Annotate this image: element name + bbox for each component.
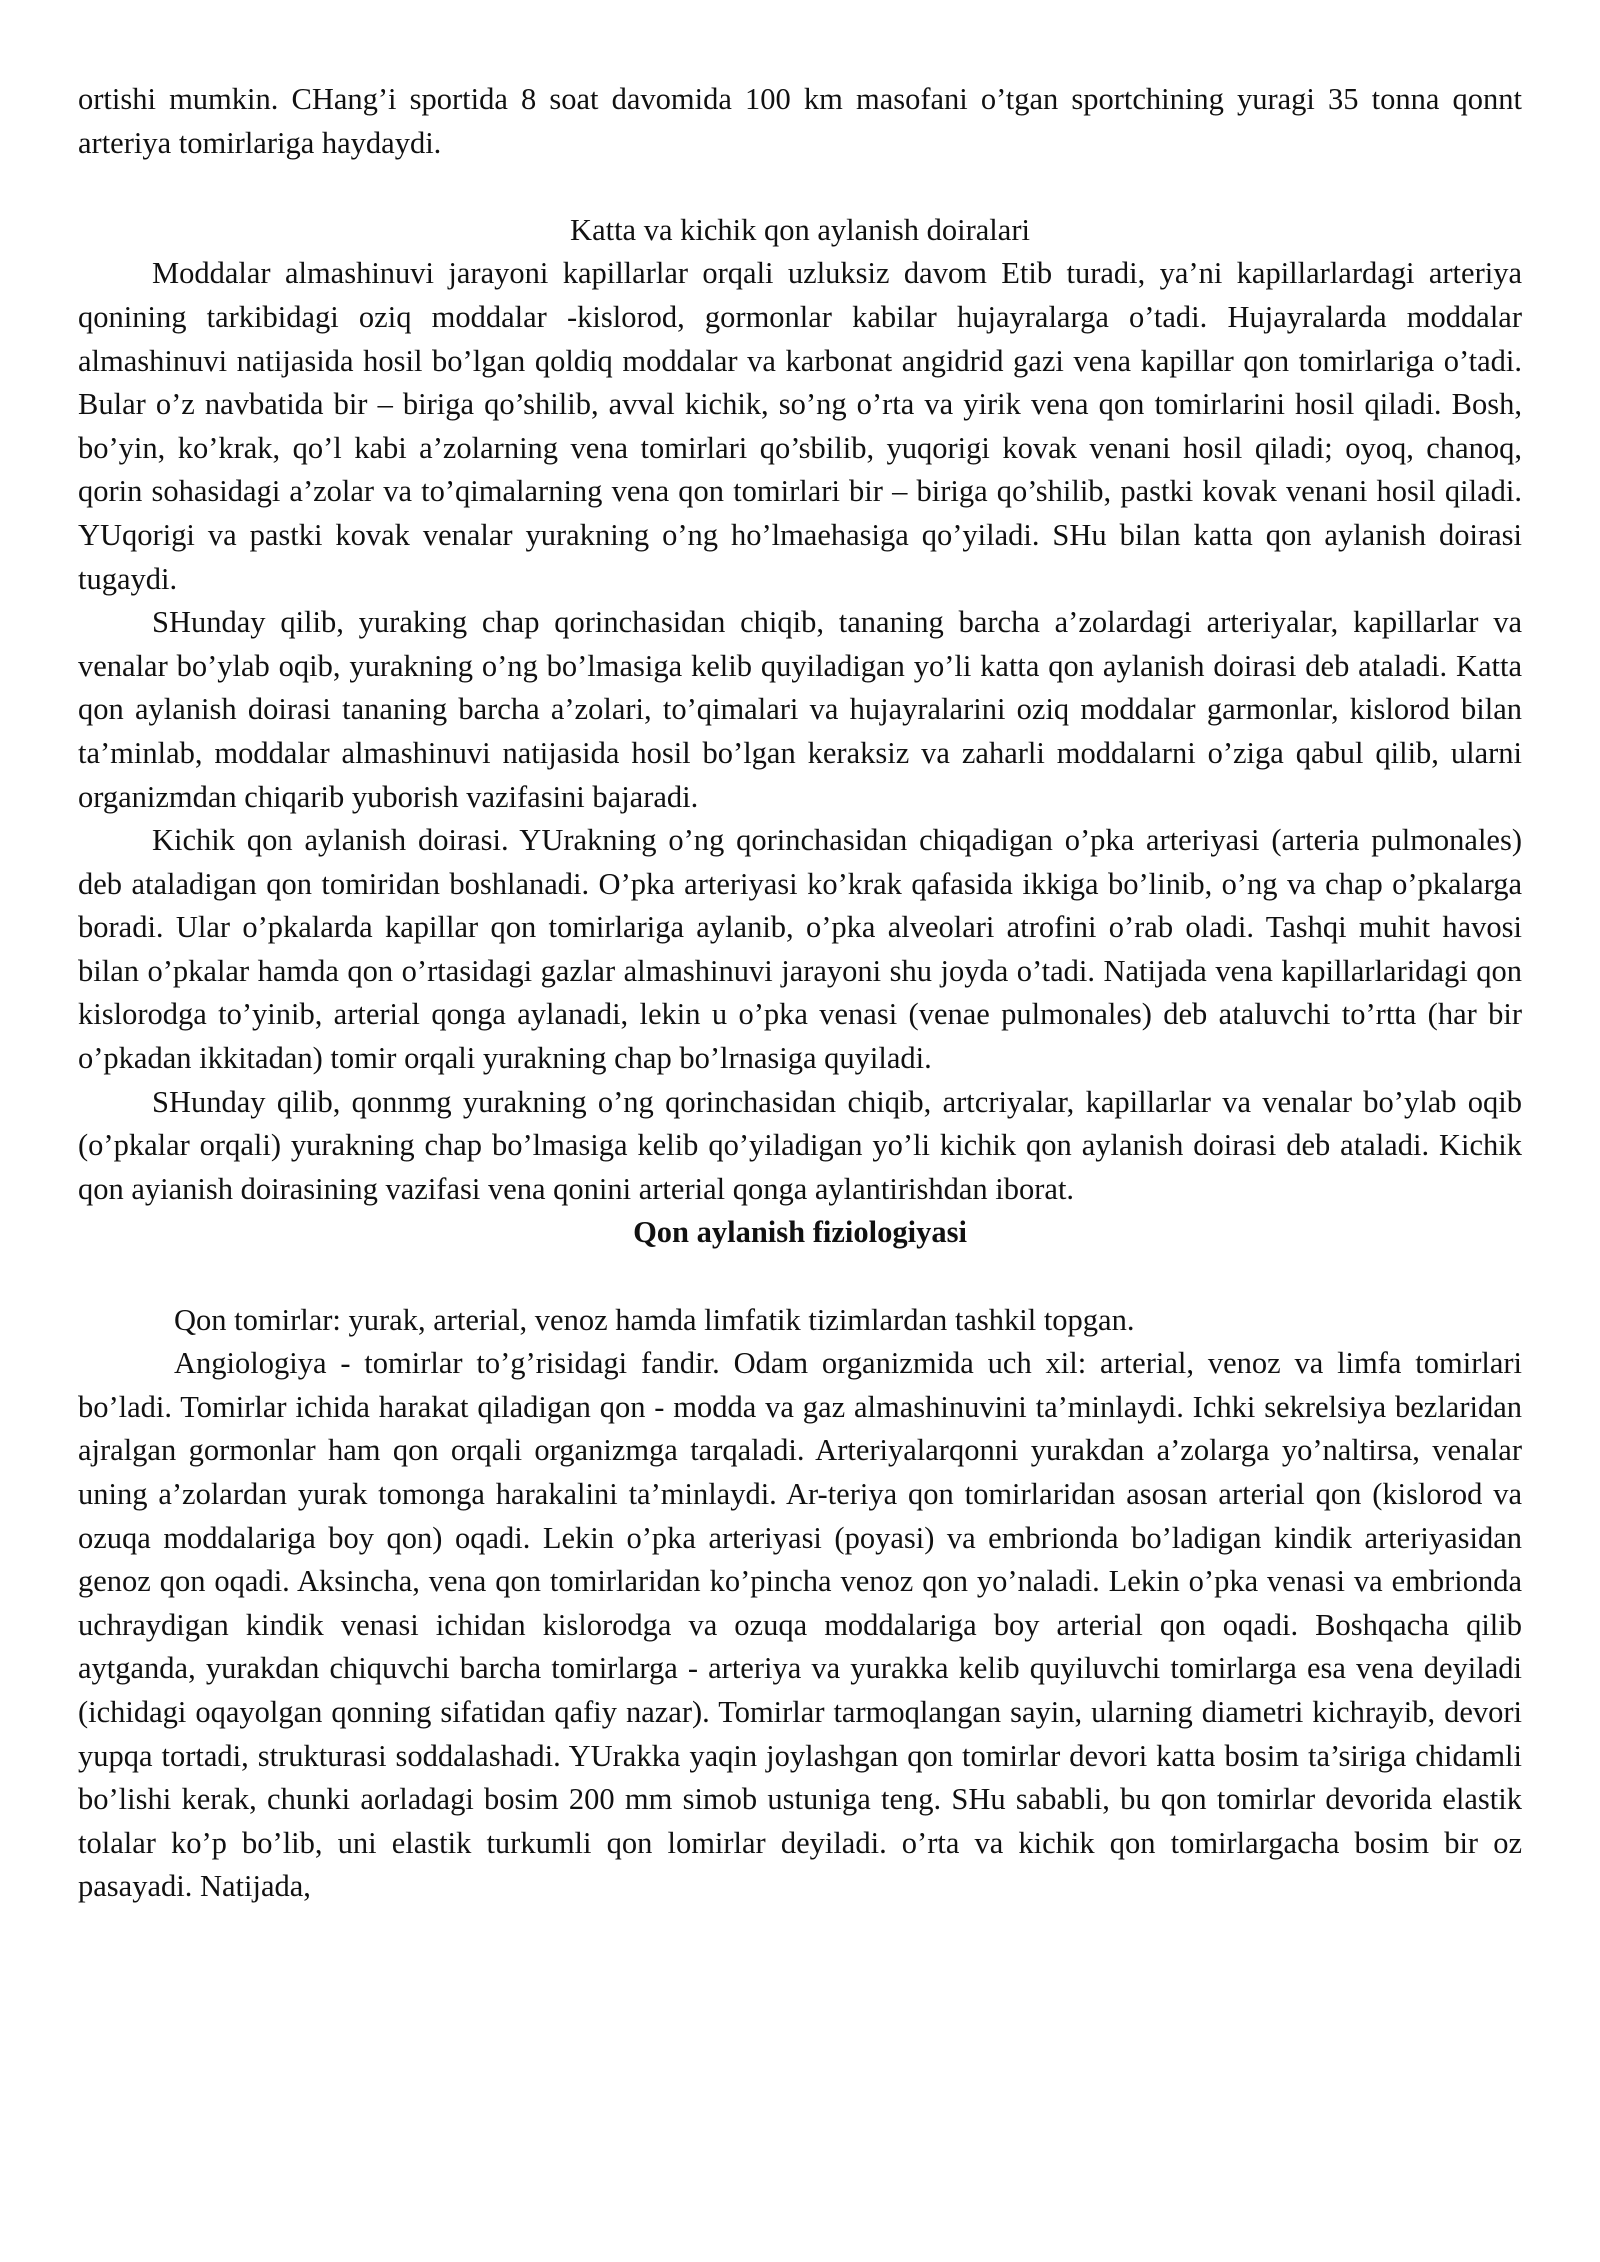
intro-paragraph: ortishi mumkin. CHang’i sportida 8 soat davomida 100 km masofani o’tgan sportchining yuragi 35 tonna qonnt arteriya tomirlariga haydaydi.	[78, 82, 1522, 160]
body-paragraph: Kichik qon aylanish doirasi. YUrakning o’ng qorinchasidan chiqadigan o’pka arteriyasi (arteria pulmonales) deb ataladigan qon tomiridan boshlanadi. O’pka arteriyasi ko’krak qafasida ikkiga bo’linib, o’ng va chap o’pkalarga boradi. Ular o’pkalarda kapillar qon tomirlariga aylanib, o’pka alveolari atrofini o’rab oladi. Tashqi muhit havosi bilan o’pkalar hamda qon o’rtasidagi gazlar almashinuvi jarayoni shu joyda o’tadi. Natijada vena kapillarlaridagi qon kislorodga to’yinib, arterial qonga aylanadi, lekin u o’pka venasi (venae pulmonales) deb ataluvchi to’rtta (har bir o’pkadan ikkitadan) tomir orqali yurakning chap bo’lrnasiga quyiladi.	[78, 823, 1522, 1076]
body-paragraph: SHunday qilib, yuraking chap qorinchasidan chiqib, tananing barcha a’zolardagi arteriyalar, kapillarlar va venalar bo’ylab oqib, yurakning o’ng bo’lmasiga kelib quyiladigan yo’li katta qon aylanish doirasi deb ataladi. Katta qon aylanish doirasi tananing barcha a’zolari, to’qimalari va hujayralarini oziq moddalar garmonlar, kislorod bilan ta’minlab, moddalar almashinuvi natijasida hosil bo’lgan keraksiz va zaharli moddalarni o’ziga qabul qilib, ularni organizmdan chiqarib yuborish vazifasini bajaradi.	[78, 605, 1522, 814]
body-paragraph: Angiologiya - tomirlar to’g’risidagi fandir. Odam organizmida uch xil: arterial, venoz va limfa tomirlari bo’ladi. Tomirlar ichida harakat qiladigan qon - modda va gaz almashinuvini ta’minlaydi. Ichki sekrelsiya bezlaridan ajralgan gormonlar ham qon orqali organizmga tarqaladi. Arteriyalarqonni yurakdan a’zolarga yo’naltirsa, venalar uning a’zolardan yurak tomonga harakalini ta’minlaydi. Ar-teriya qon tomirlaridan asosan arterial qon (kislorod va ozuqa moddalariga boy qon) oqadi. Lekin o’pka arteriyasi (poyasi) va embrionda bo’ladigan kindik arteriyasidan genoz qon oqadi. Aksincha, vena qon tomirlaridan ko’pincha venoz qon yo’naladi. Lekin o’pka venasi va embrionda uchraydigan kindik venasi ichidan kislorodga va ozuqa moddalariga boy arterial qon oqadi. Boshqacha qilib aytganda, yurakdan chiquvchi barcha tomirlarga - arteriya va yurakka kelib quyiluvchi tomirlarga esa vena deyiladi (ichidagi oqayolgan qonning sifatidan qafiy nazar). Tomirlar tarmoqlangan sayin, ularning diametri kichrayib, devori yupqa tortadi, strukturasi soddalashadi. YUrakka yaqin joylashgan qon tomirlar devori katta bosim ta’siriga chidamli bo’lishi kerak, chunki aorladagi bosim 200 mm simob ustuniga teng. SHu sababli, bu qon tomirlar devorida elastik tolalar ko’p bo’lib, uni elastik turkumli qon lomirlar deyiladi. o’rta va kichik qon tomirlargacha bosim bir oz pasayadi. Natijada,	[78, 1346, 1522, 1904]
body-paragraph: Qon tomirlar: yurak, arterial, venoz hamda limfatik tizimlardan tashkil topgan.	[174, 1302, 1135, 1337]
spacer	[78, 1255, 1522, 1299]
body-paragraph: SHunday qilib, qonnmg yurakning o’ng qorinchasidan chiqib, artcriyalar, kapillarlar va venalar bo’ylab oqib (o’pkalar orqali) yurakning chap bo’lmasiga kelib qo’yiladigan yo’li kichik qon aylanish doirasi deb ataladi. Kichik qon ayianish doirasining vazifasi vena qonini arterial qonga aylantirishdan iborat.	[78, 1084, 1522, 1206]
body-paragraph: Moddalar almashinuvi jarayoni kapillarlar orqali uzluksiz davom Etib turadi, ya’ni kapillarlardagi arteriya qonining tarkibidagi oziq moddalar -kislorod, gormonlar kabilar hujayralarga o’tadi. Hujayralarda moddalar almashinuvi natijasida hosil bo’lgan qoldiq moddalar va karbonat angidrid gazi vena kapillar qon tomirlariga o’tadi. Bular o’z navbatida bir – biriga qo’shilib, avval kichik, so’ng o’rta va yirik vena qon tomirlarini hosil qiladi. Bosh, bo’yin, ko’krak, qo’l kabi a’zolarning vena tomirlari qo’sbilib, yuqorigi kovak venani hosil qiladi; oyoq, chanoq, qorin sohasidagi a’zolar va to’qimalarning vena qon tomirlari bir – biriga qo’shilib, pastki kovak venani hosil qiladi. YUqorigi va pastki kovak venalar yurakning o’ng ho’lmaehasiga qo’yiladi. SHu bilan katta qon aylanish doirasi tugaydi.	[78, 256, 1522, 596]
section-heading-circulation-circles: Katta va kichik qon aylanish doiralari	[570, 212, 1030, 247]
spacer	[78, 165, 1522, 209]
section-heading-circulation-physiology: Qon aylanish fiziologiyasi	[633, 1215, 967, 1250]
